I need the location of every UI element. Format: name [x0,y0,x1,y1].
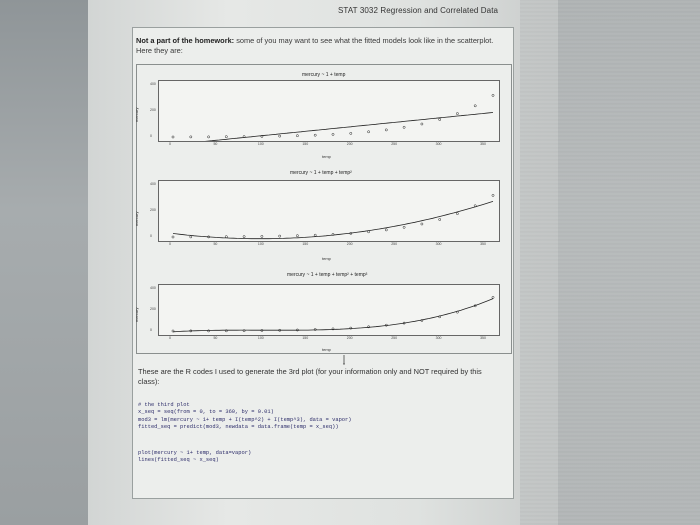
x-tick-label: 0 [169,142,171,146]
data-point [492,194,494,196]
plot-1-area [158,80,500,142]
fitted-curve-3 [173,299,493,332]
fitted-curve-1 [173,113,493,142]
page-header: STAT 3032 Regression and Correlated Data [338,6,499,15]
data-point [492,94,494,96]
description-text: These are the R codes I used to generate the 3rd plot (for your information only and NOT required by this class): [138,367,482,386]
x-tick-label: 150 [302,242,309,246]
plot-3-ylabel: mercury [134,307,139,322]
data-point [421,123,423,125]
plot-1-svg [159,81,499,141]
data-point [296,235,298,237]
plot-1-title: mercury ~ 1 + temp [302,72,346,78]
data-point [243,236,245,238]
x-tick-label: 200 [346,142,353,146]
x-tick-label: 100 [257,242,264,246]
data-point [403,126,405,128]
x-tick-label: 250 [391,142,398,146]
code-block-2: plot(mercury ~ 1+ temp, data=vapor) lines(fitted_seq ~ x_seq) [138,450,252,464]
x-tick-label: 200 [346,242,353,246]
plot-3-svg [159,285,499,335]
data-point [403,226,405,228]
data-point [332,133,334,135]
x-tick-label: 50 [213,242,218,246]
data-point [368,231,370,233]
data-point [421,223,423,225]
screen-glare [520,0,700,525]
data-point [279,235,281,237]
plot-2-title: mercury ~ 1 + temp + temp² [290,170,352,176]
mouse-cursor-icon [343,355,349,365]
data-point [368,131,370,133]
plot-3-area [158,284,500,336]
x-tick-label: 250 [391,336,398,340]
data-point [172,236,174,238]
plot-2-xlabel: temp [322,256,331,261]
x-tick-label: 300 [435,142,442,146]
data-point [492,296,494,298]
x-tick-label: 50 [213,142,218,146]
x-tick-label: 0 [169,336,171,340]
y-tick-label: 200 [150,208,156,212]
y-tick-label: 400 [150,182,156,186]
intro-paragraph [136,36,508,56]
x-tick-label: 0 [169,242,171,246]
y-tick-label: 400 [150,286,156,290]
data-point [456,213,458,215]
plot-2-ylabel: mercury [134,211,139,226]
data-point [474,105,476,107]
x-tick-label: 350 [480,336,486,340]
x-tick-label: 250 [391,242,398,246]
data-point [439,218,441,220]
plot-2-area [158,180,500,242]
x-tick-label: 300 [435,336,442,340]
code-block-1: # the third plot x_seq = seq(from = 0, to = 360, by = 0.01) mod3 = lm(mercury ~ 1+ temp + I(temp^2) + I(temp^3), data = vapor) fitted_seq = predict(mod3, newdata = data.frame(temp = x_seq)) [138,402,352,431]
data-point [385,229,387,231]
y-tick-label: 400 [150,82,156,86]
intro-bold: Not a part of the homework: [136,36,235,45]
y-tick-label: 0 [150,134,152,138]
plot-1-xlabel: temp [322,154,331,159]
data-point [190,136,192,138]
plot-2-svg [159,181,499,241]
data-point [385,129,387,131]
x-tick-label: 50 [213,336,218,340]
y-tick-label: 200 [150,108,156,112]
y-tick-label: 0 [150,234,152,238]
y-tick-label: 0 [150,328,152,332]
x-tick-label: 100 [257,142,264,146]
data-point [350,132,352,134]
intro-text: some of you may want to see what the fitted models look like in the scatterplot. Here they are: [136,36,494,55]
data-point [314,134,316,136]
plot-1-ylabel: mercury [134,107,139,122]
x-tick-label: 350 [480,142,486,146]
data-point [225,136,227,138]
x-tick-label: 150 [302,336,309,340]
data-point [279,135,281,137]
x-tick-label: 150 [302,142,309,146]
plot-3-title: mercury ~ 1 + temp + temp² + temp³ [287,272,368,278]
x-tick-label: 100 [257,336,264,340]
x-tick-label: 300 [435,242,442,246]
plot-3-xlabel: temp [322,347,331,352]
data-point [225,236,227,238]
data-point [456,113,458,115]
data-point [296,135,298,137]
y-tick-label: 200 [150,307,156,311]
data-point [439,118,441,120]
x-tick-label: 200 [346,336,353,340]
data-point [190,236,192,238]
data-point [208,136,210,138]
data-point [314,234,316,236]
x-tick-label: 350 [480,242,486,246]
data-point [172,136,174,138]
data-point [261,235,263,237]
